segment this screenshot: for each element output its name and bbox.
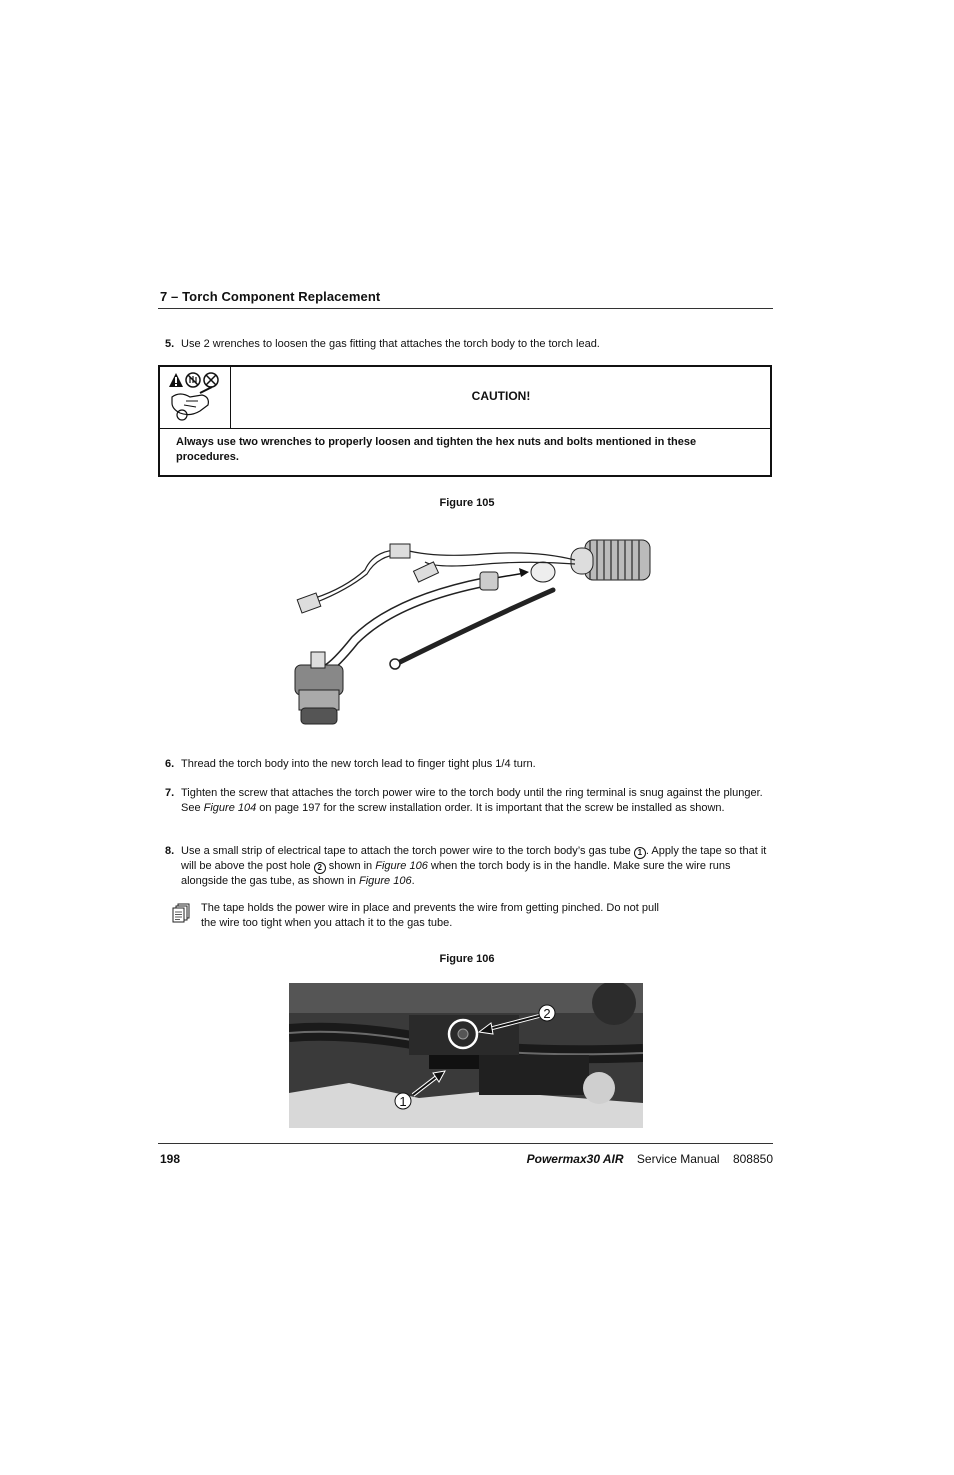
step-text: Thread the torch body into the new torch lead to finger tight plus 1/4 turn.: [181, 758, 536, 770]
step-number: 8.: [165, 845, 175, 857]
part-number: 808850: [732, 1152, 773, 1166]
gas-fitting: [531, 562, 555, 582]
header-rule: [158, 308, 773, 309]
caution-title: CAUTION!: [471, 389, 531, 403]
figure-106-caption: Figure 106: [439, 953, 495, 965]
torch-lead-coil: [571, 540, 650, 580]
page-number: 198: [160, 1152, 181, 1166]
footer-product-info: [527, 1152, 773, 1166]
step-number: 6.: [165, 758, 175, 770]
manual-name: Service Manual: [636, 1152, 720, 1166]
no-entry-icon: [204, 373, 218, 387]
section-title: 7 – Torch Component Replacement: [160, 289, 381, 304]
step-text: Tighten the screw that attaches the torch power wire to the torch body until the ring terminal is snug against the plunger. See Figure 104 on page 197 for the screw installation order. It is important that the screw be installed as shown.: [181, 787, 763, 814]
product-name: Powermax30 AIR: [526, 1152, 624, 1166]
microswitch: [297, 593, 321, 613]
note-pages-icon: [172, 903, 190, 923]
connector: [390, 544, 410, 558]
step-text: Use a small strip of electrical tape to attach the torch power wire to the torch body’s gas tube 1 . Apply the tape so that it will be above the post hole 2 shown in Figure 106 when the torch body is in the handle. Make sure the wire runs alongside the gas tube, as shown in Figure 106.: [181, 845, 767, 887]
footer-rule: [158, 1143, 773, 1144]
caution-body: Always use two wrenches to properly loosen and tighten the hex nuts and bolts mentioned in these procedures.: [176, 436, 697, 463]
step-number: 5.: [165, 338, 175, 350]
caution-icon-cell: [160, 367, 231, 428]
figure-callout-1: [395, 1093, 411, 1109]
note-text: The tape holds the power wire in place and prevents the wire from getting pinched. Do not pull the wire too tight when you attach it to the gas tube.: [201, 902, 659, 929]
figure-106-image: [289, 983, 643, 1128]
svg-text:2: 2: [543, 1006, 551, 1021]
no-hand-icon: [186, 373, 200, 387]
wrench-hand-icon: [172, 387, 212, 420]
figure-105-caption: Figure 105: [439, 497, 495, 509]
svg-text:1: 1: [399, 1094, 407, 1109]
callout-1: 1: [634, 847, 646, 859]
step-text: Use 2 wrenches to loosen the gas fitting that attaches the torch body to the torch lead.: [181, 338, 600, 350]
switch: [413, 562, 438, 582]
callout-2: 2: [314, 862, 326, 874]
figure-callout-2: [539, 1005, 555, 1021]
warning-triangle-icon: [169, 373, 183, 387]
arrow-icon: [495, 568, 529, 578]
caution-box: [158, 365, 772, 477]
step-number: 7.: [165, 787, 175, 799]
figure-105-image: [285, 530, 665, 730]
